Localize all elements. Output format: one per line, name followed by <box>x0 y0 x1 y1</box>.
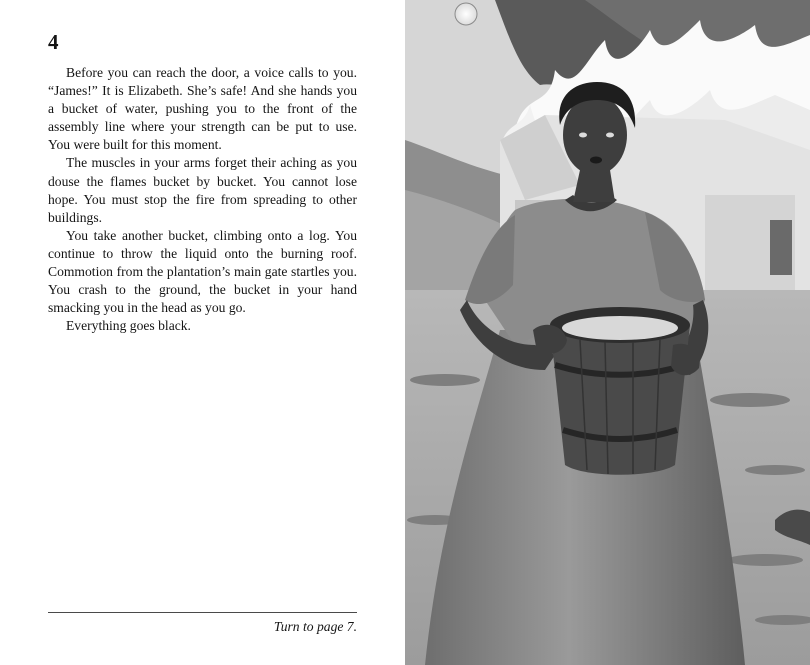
paragraph-3: You take another bucket, climbing onto a log. You continue to throw the liquid onto the burning roof. Commotion from the plantation’s main gate startles you. You crash to the ground, the bucket in your hand smacking you in the head as you go. <box>48 227 357 316</box>
page-number: 4 <box>48 30 59 54</box>
moon <box>455 3 477 25</box>
story-body <box>48 64 357 335</box>
illustration-woman-carrying-bucket-from-fire <box>405 0 810 665</box>
paragraph-4: Everything goes black. <box>66 318 191 334</box>
paragraph-2: The muscles in your arms forget their aching as you douse the flames bucket by bucket. You cannot lose hope. You must stop the fire from spreading to other buildings. <box>48 155 357 225</box>
turn-to-page-link[interactable]: Turn to page 7. <box>273 619 357 634</box>
footer-rule <box>48 612 357 613</box>
water-bucket <box>550 307 690 475</box>
paragraph-1: Before you can reach the door, a voice calls to you. “James!” It is Elizabeth. She’s safe! And she hands you a bucket of water, pushing you to the front of the assembly line where your strength can be put to use. You were built for this moment. <box>48 65 357 153</box>
